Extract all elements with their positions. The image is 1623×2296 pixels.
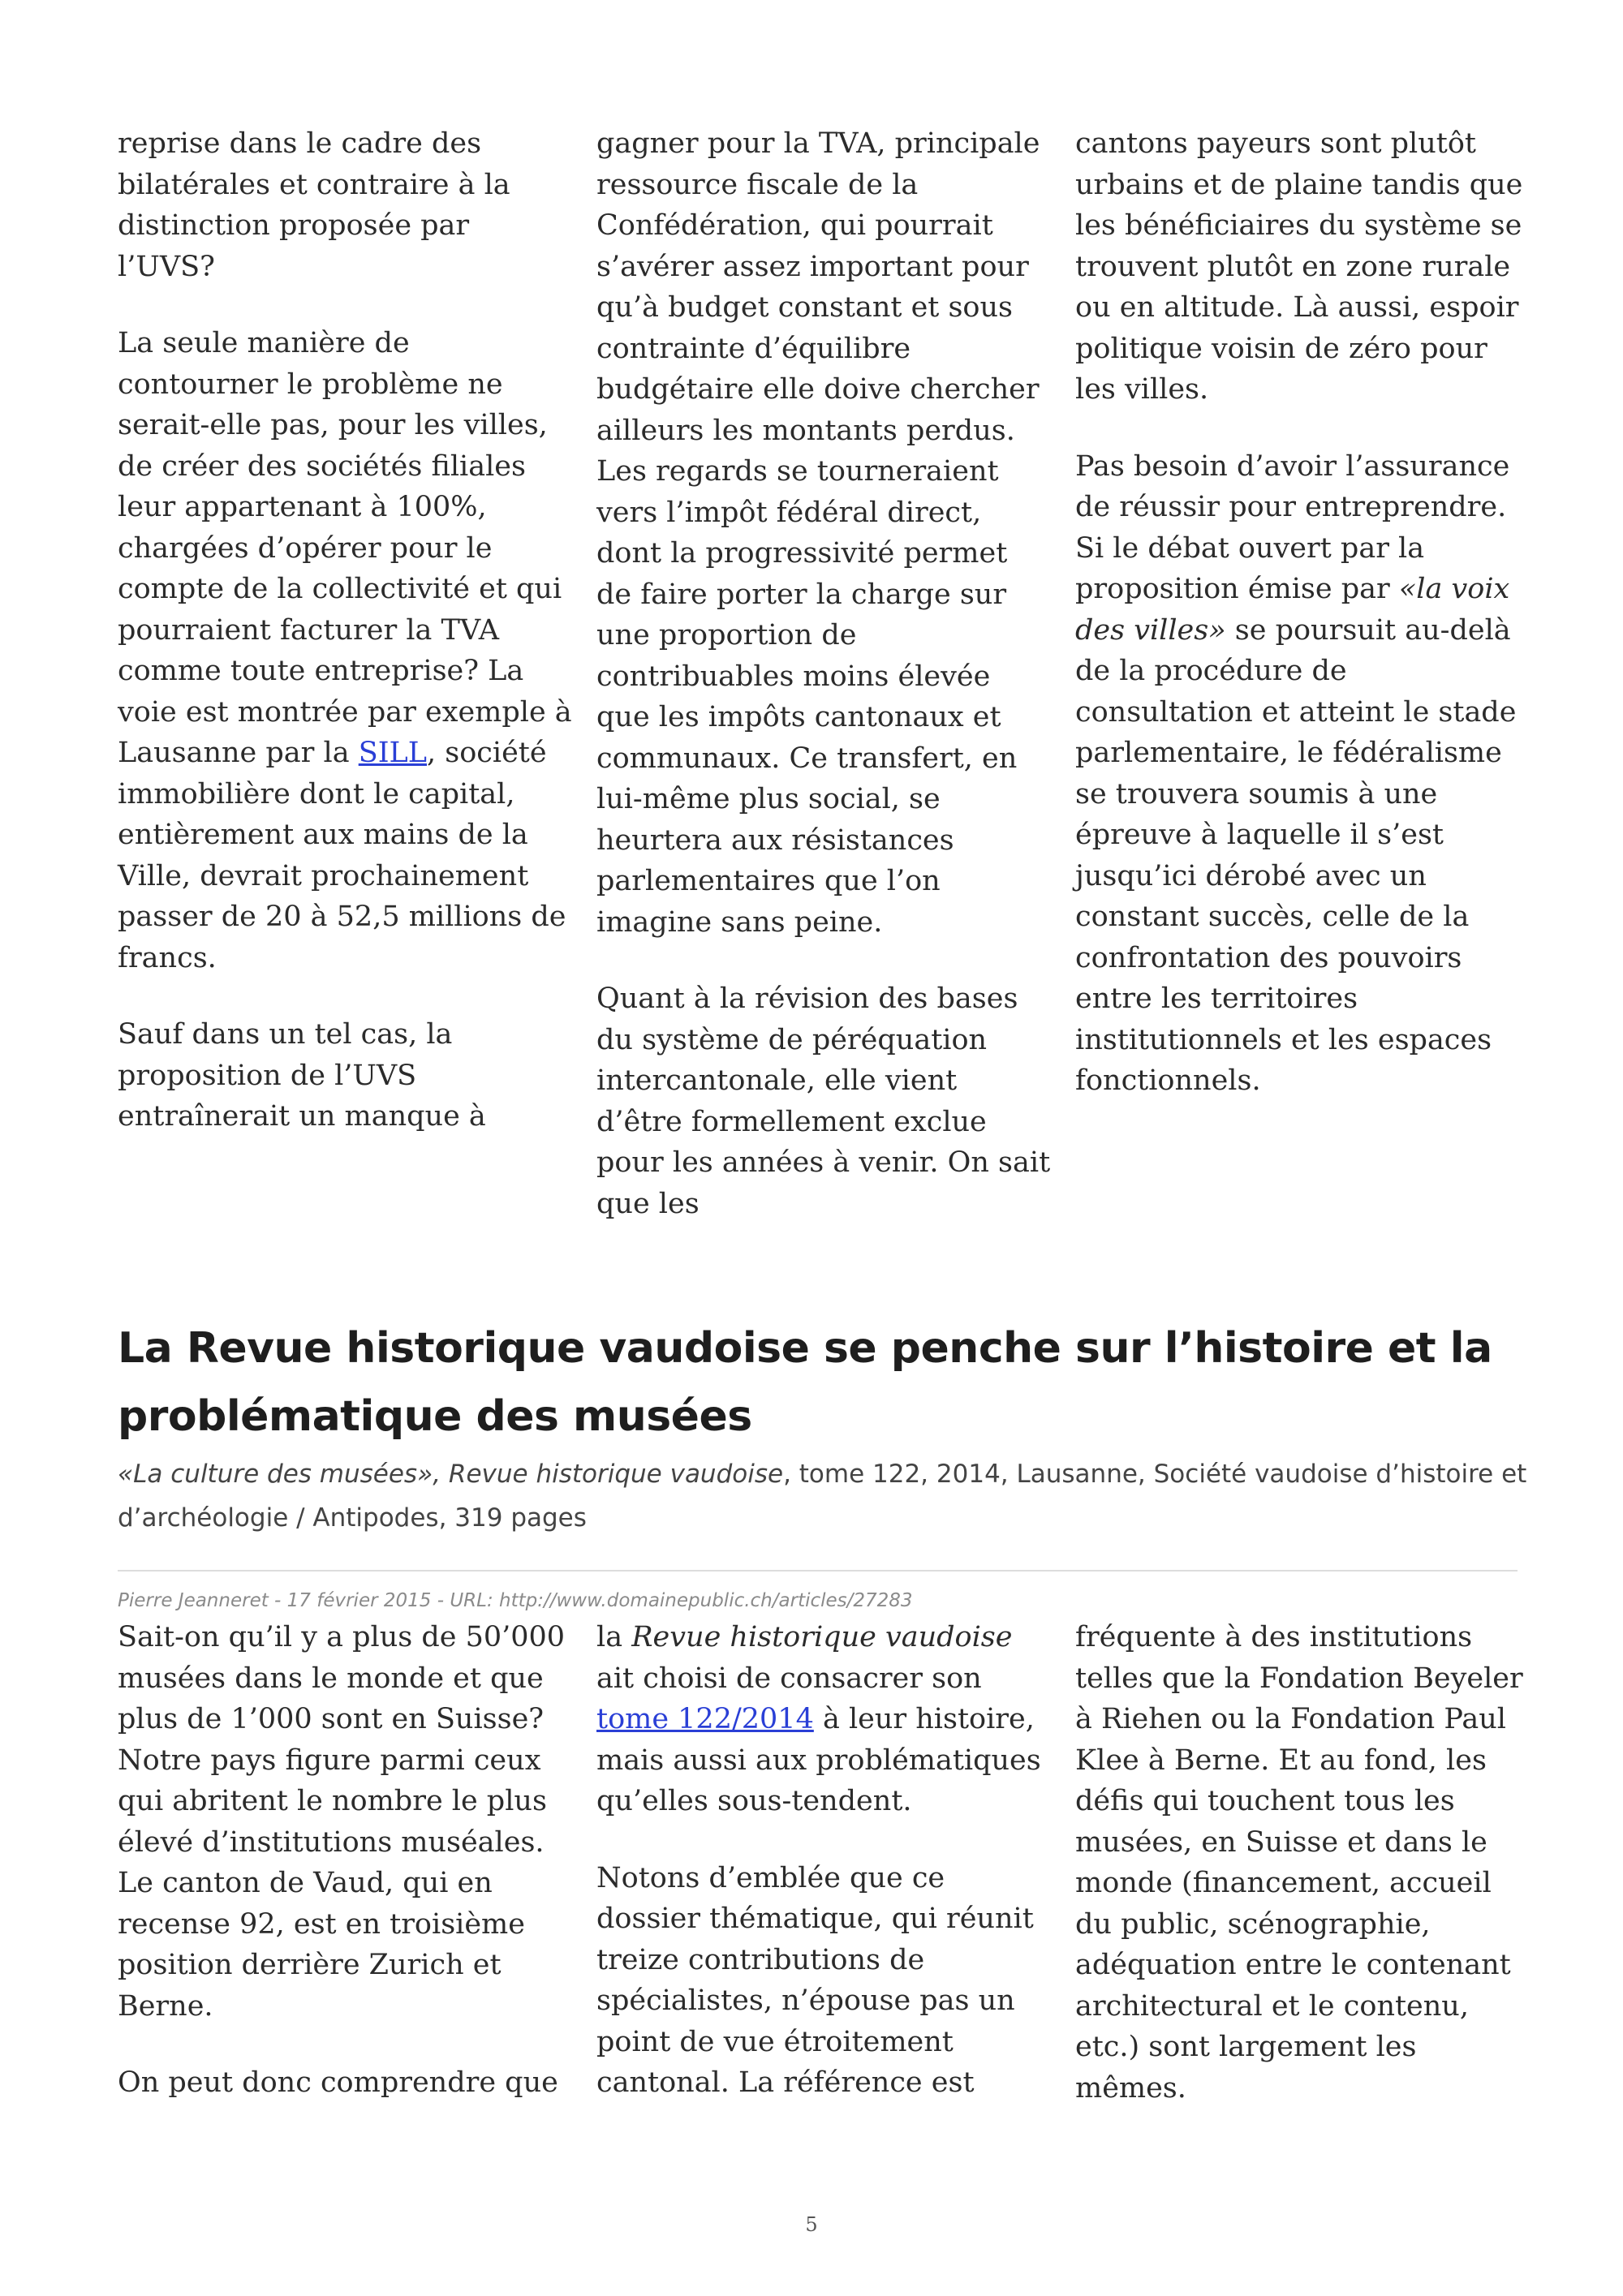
paragraph: Sauf dans un tel cas, la proposition de l’UVS entraînerait un manque à <box>118 1018 486 1133</box>
sill-link[interactable]: SILL <box>358 737 428 769</box>
paragraph: reprise dans le cadre des bilatérales et contraire à la distinction proposée par l’UVS? <box>118 127 510 283</box>
paragraph <box>596 1617 1051 1822</box>
paragraph: On peut donc comprendre que <box>118 2066 558 2099</box>
article-column-2 <box>596 1617 1051 2104</box>
paragraph: gagner pour la TVA, principale ressource fiscale de la Confédération, qui pourrait s’avérer assez important pour qu’à budget constant et sous contrainte d’équilibre budgétaire elle doive chercher ailleurs les montants perdus. Les regards se tourneraient vers l’impôt fédéral direct, dont la progressivité permet de faire porter la charge sur une proportion de contribuables moins élevée que les impôts cantonaux et communaux. Ce transfert, en lui-même plus social, se heurtera aux résistances parlementaires que l’on imagine sans peine. <box>596 127 1040 939</box>
top-column-1 <box>118 123 572 1137</box>
text: , société immobilière dont le capital, entièrement aux mains de la Ville, devrait prochainement passer de 20 à 52,5 millions de francs. <box>118 737 566 974</box>
top-column-3 <box>1075 123 1530 1102</box>
tome-link[interactable]: tome 122/2014 <box>596 1703 814 1735</box>
article-column-1 <box>118 1617 572 2104</box>
paragraph: fréquente à des institutions telles que la Fondation Beyeler à Riehen ou la Fondation Paul Klee à Berne. Et au fond, les défis qui touchent tous les musées, en Suisse et dans le monde (financement, accueil du public, scénographie, adéquation entre le contenant architectural et le contenu, etc.) sont largement les mêmes. <box>1075 1621 1523 2105</box>
paragraph <box>1075 446 1530 1102</box>
byline: Pierre Jeanneret - 17 février 2015 - URL: http://www.domainepublic.ch/articles/27283 <box>118 1590 913 1611</box>
top-column-2 <box>596 123 1051 1224</box>
article-column-3 <box>1075 1617 1530 2109</box>
italic-quote: «la voix des villes» <box>1075 573 1510 647</box>
text: à leur histoire, mais aussi aux problématiques qu’elles sous-tendent. <box>596 1703 1041 1817</box>
text: Pas besoin d’avoir l’assurance de réussir pour entreprendre. Si le débat ouvert par la proposition émise par <box>1075 449 1510 605</box>
page-number: 5 <box>805 2213 818 2236</box>
paragraph: Sait-on qu’il y a plus de 50’000 musées dans le monde et que plus de 1’000 sont en Suisse? Notre pays figure parmi ceux qui abritent le nombre le plus élevé d’institutions muséales. Le canton de Vaud, qui en recense 92, est en troisième position derrière Zurich et Berne. <box>118 1621 566 2023</box>
text: se poursuit au-delà de la procédure de consultation et atteint le stade parlementaire, le fédéralisme se trouvera soumis à une épreuve à laquelle il s’est jusqu’ici dérobé avec un constant succès, celle de la confrontation des pouvoirs entre les territoires institutionnels et les espaces fonctionnels. <box>1075 613 1517 1097</box>
text: ait choisi de consacrer son <box>596 1662 982 1695</box>
divider <box>118 1570 1518 1572</box>
paragraph: Notons d’emblée que ce dossier thématique, qui réunit treize contributions de spécialistes, n’épouse pas un point de vue étroitement cantonal. La référence est <box>596 1861 1034 2099</box>
paragraph <box>118 323 572 978</box>
subtitle-italic: «La culture des musées», Revue historique vaudoise <box>118 1460 784 1489</box>
text: la <box>596 1621 632 1653</box>
subtitle-rest: , tome 122, 2014, Lausanne, Société vaudoise d’histoire et d’archéologie / Antipodes, 319 pages <box>118 1460 1527 1533</box>
paragraph: cantons payeurs sont plutôt urbains et de plaine tandis que les bénéficiaires du système se trouvent plutôt en zone rurale ou en altitude. Là aussi, espoir politique voisin de zéro pour les villes. <box>1075 127 1523 406</box>
italic-title: Revue historique vaudoise <box>631 1621 1013 1653</box>
article-title: La Revue historique vaudoise se penche sur l’histoire et la problématique des musées <box>118 1324 1492 1441</box>
paragraph: Quant à la révision des bases du système de péréquation intercantonale, elle vient d’être formellement exclue pour les années à venir. On sait que les <box>596 982 1051 1220</box>
article-subtitle <box>118 1452 1530 1540</box>
text: La seule manière de contourner le problème ne serait-elle pas, pour les villes, de créer des sociétés filiales leur appartenant à 100%, chargées d’opérer pour le compte de la collectivité et qui pourraient facturer la TVA comme toute entreprise? La voie est montrée par exemple à Lausanne par la <box>118 327 572 769</box>
